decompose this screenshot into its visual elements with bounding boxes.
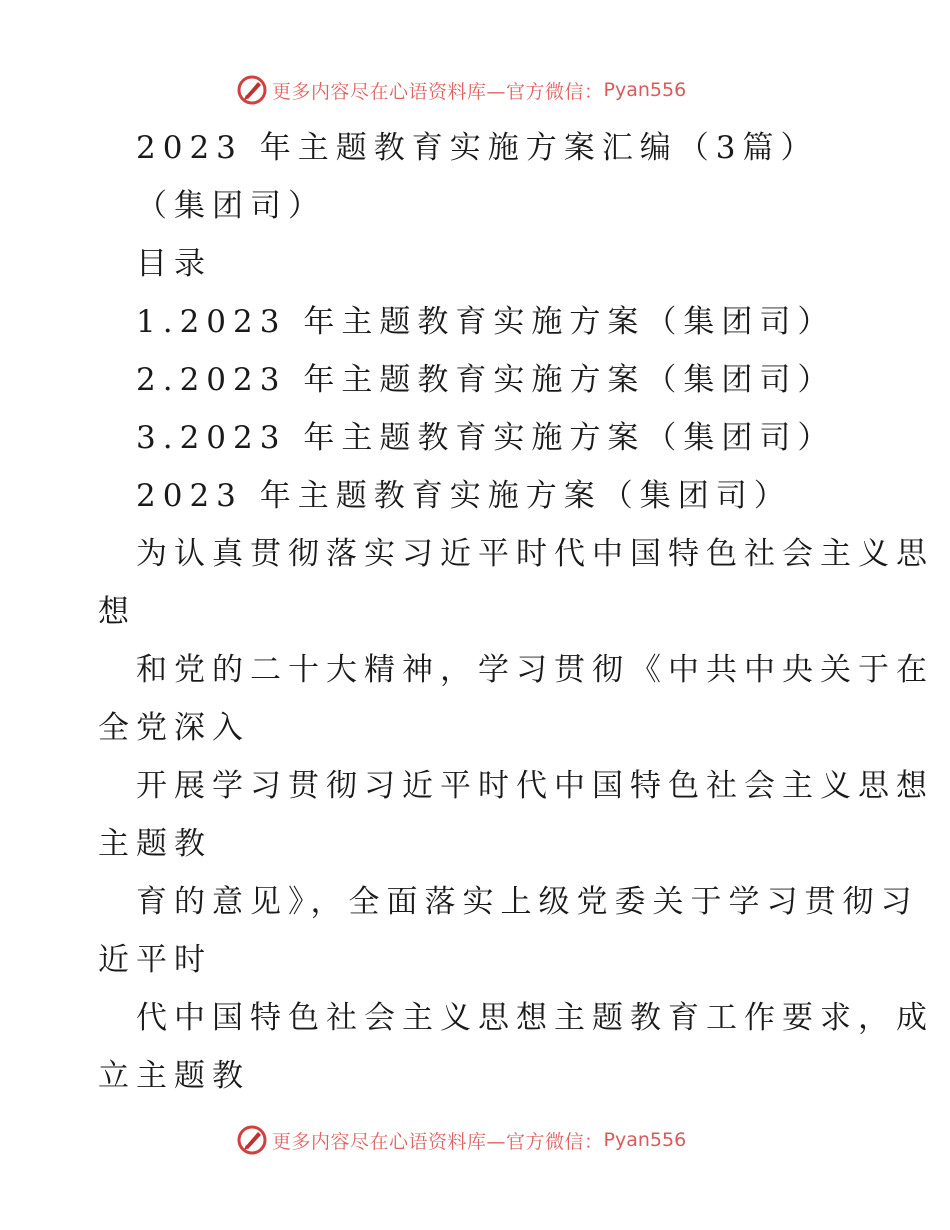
body-line-1-wrap: 想: [98, 594, 136, 630]
body-line-3: 开展学习贯彻习近平时代中国特色社会主义思想: [136, 768, 934, 804]
body-line-2-wrap: 全党深入: [98, 710, 250, 746]
quill-seal-icon: [236, 74, 268, 106]
toc-item-2: 2.2023 年主题教育实施方案（集团司）: [136, 362, 836, 398]
doc-subtitle: （集团司）: [136, 188, 326, 224]
quill-seal-icon: [236, 1124, 268, 1156]
body-line-1: 为认真贯彻落实习近平时代中国特色社会主义思: [136, 536, 934, 572]
toc-item-3: 3.2023 年主题教育实施方案（集团司）: [136, 420, 836, 456]
section-title: 2023 年主题教育实施方案（集团司）: [136, 478, 792, 514]
watermark-footer: [236, 1122, 686, 1158]
body-line-5: 代中国特色社会主义思想主题教育工作要求，成: [136, 1000, 934, 1036]
body-line-3-wrap: 主题教: [98, 826, 212, 862]
toc-heading: 目录: [136, 246, 212, 282]
body-line-4-wrap: 近平时: [98, 942, 212, 978]
watermark-header: [236, 72, 686, 108]
watermark-wechat: Pyan556: [603, 79, 687, 101]
body-line-4: 育的意见》，全面落实上级党委关于学习贯彻习: [136, 884, 919, 920]
body-line-5-wrap: 立主题教: [98, 1058, 250, 1094]
doc-title: 2023 年主题教育实施方案汇编（3篇）: [136, 130, 819, 166]
body-line-2: 和党的二十大精神，学习贯彻《中共中央关于在: [136, 652, 934, 688]
watermark-text: 更多内容尽在心语资料库—官方微信：: [272, 80, 604, 103]
watermark-text: 更多内容尽在心语资料库—官方微信：: [272, 1130, 604, 1153]
toc-item-1: 1.2023 年主题教育实施方案（集团司）: [136, 304, 836, 340]
watermark-wechat: Pyan556: [603, 1129, 687, 1151]
